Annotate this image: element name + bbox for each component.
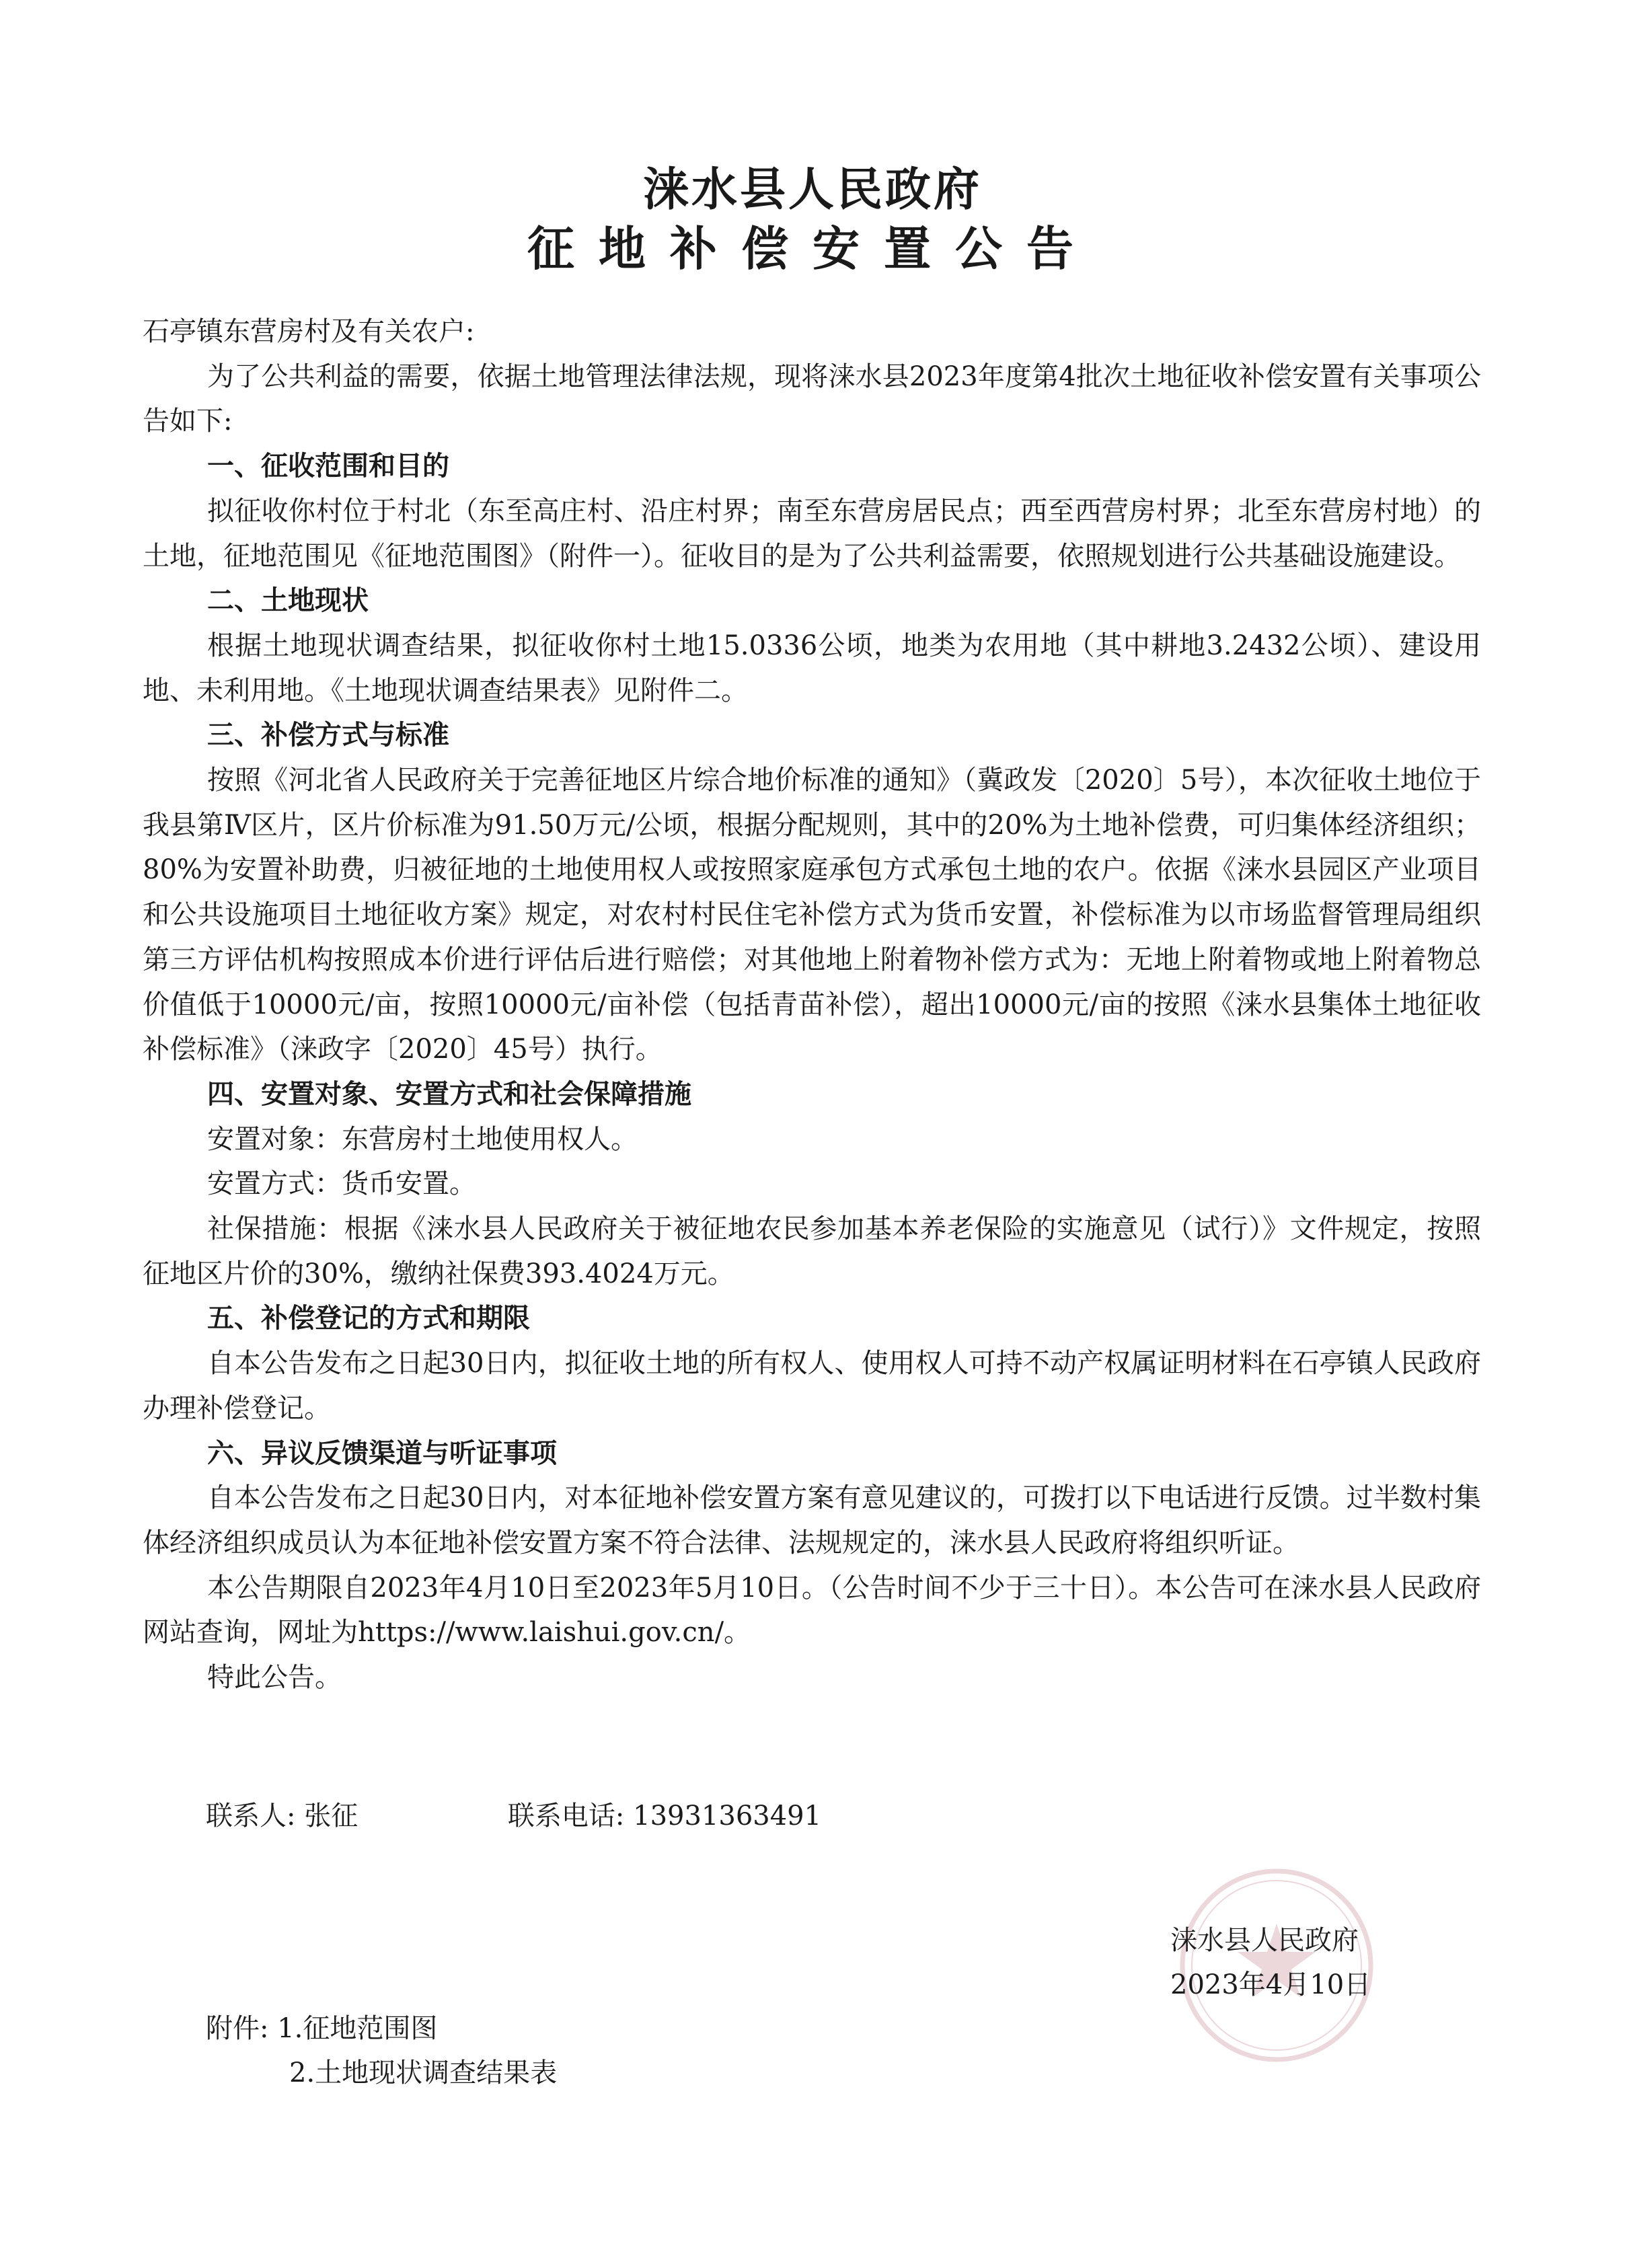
signoff-date: 2023年4月10日: [1170, 1969, 1371, 2000]
notice-body: [143, 309, 1481, 1700]
section-6-text: 自本公告发布之日起30日内，对本征地补偿安置方案有意见建议的，可拨打以下电话进行反馈。过半数村集体经济组织成员认为本征地补偿安置方案不符合法律、法规规定的，涞水县人民政府将组织听证。: [143, 1482, 1481, 1558]
section-3-text: 按照《河北省人民政府关于完善征地区片综合地价标准的通知》（冀政发〔2020〕5号），本次征收土地位于我县第Ⅳ区片，区片价标准为91.50万元/公顷，根据分配规则，其中的20%为土地补偿费，可归集体经济组织；80%为安置补助费，归被征地的土地使用权人或按照家庭承包方式承包土地的农户。依据《涞水县园区产业项目和公共设施项目土地征收方案》规定，对农村村民住宅补偿方式为货币安置，补偿标准为以市场监督管理局组织第三方评估机构按照成本价进行评估后进行赔偿；对其他地上附着物补偿方式为：无地上附着物或地上附着物总价值低于10000元/亩，按照10000元/亩补偿（包括青苗补偿），超出10000元/亩的按照《涞水县集体土地征收补偿标准》（涞政字〔2020〕45号）执行。: [143, 765, 1481, 1065]
section-3-heading: 三、补偿方式与标准: [207, 720, 449, 751]
notice-period: 本公告期限自2023年4月10日至2023年5月10日。（公告时间不少于三十日）。本公告可在涞水县人民政府网站查询，网址为https://www.laishui.gov.cn/。: [143, 1572, 1481, 1649]
attachment-item-1: 1.征地范围图: [277, 2013, 438, 2044]
contact-phone-label: 联系电话:: [507, 1801, 625, 1831]
attachments-list: [206, 2006, 557, 2095]
section-4-heading: 四、安置对象、安置方式和社会保障措施: [207, 1078, 691, 1110]
salutation: 石亭镇东营房村及有关农户:: [143, 316, 475, 347]
section-2-text: 根据土地现状调查结果，拟征收你村土地15.0336公顷，地类为农用地（其中耕地3.2432公顷）、建设用地、未利用地。《土地现状调查结果表》见附件二。: [143, 630, 1481, 706]
section-5-text: 自本公告发布之日起30日内，拟征收土地的所有权人、使用权人可持不动产权属证明材料在石亭镇人民政府办理补偿登记。: [143, 1348, 1481, 1424]
closing-line: 特此公告。: [207, 1662, 342, 1694]
section-2-heading: 二、土地现状: [207, 585, 369, 617]
section-4-resettle-method: 安置方式：货币安置。: [207, 1168, 476, 1200]
section-5-heading: 五、补偿登记的方式和期限: [207, 1303, 530, 1334]
attachments-label: 附件:: [206, 2013, 269, 2044]
intro-paragraph: 为了公共利益的需要，依据土地管理法律法规，现将涞水县2023年度第4批次土地征收补偿安置有关事项公告如下:: [143, 361, 1481, 437]
section-4-social-security: 社保措施：根据《涞水县人民政府关于被征地农民参加基本养老保险的实施意见（试行）》文件规定，按照征地区片价的30%，缴纳社保费393.4024万元。: [143, 1213, 1481, 1289]
contact-phone: 13931363491: [633, 1801, 822, 1831]
contact-person: 张征: [304, 1801, 358, 1831]
section-1-text: 拟征收你村位于村北（东至高庄村、沿庄村界；南至东营房居民点；西至西营房村界；北至东营房村地）的土地，征地范围见《征地范围图》（附件一）。征收目的是为了公共利益需要，依照规划进行公共基础设施建设。: [143, 495, 1481, 572]
issuer-title: 涞水县人民政府: [642, 163, 982, 217]
section-4-resettle-target: 安置对象：东营房村土地使用权人。: [207, 1123, 638, 1155]
notice-title: 征地补偿安置公告: [527, 221, 1098, 276]
contact-person-label: 联系人:: [206, 1801, 296, 1831]
signoff-org: 涞水县人民政府: [1170, 1925, 1359, 1956]
section-6-heading: 六、异议反馈渠道与听证事项: [207, 1437, 557, 1469]
attachment-item-2: 2.土地现状调查结果表: [289, 2057, 558, 2088]
signoff-block: [1170, 1918, 1371, 2007]
contact-info: [206, 1794, 821, 1833]
section-1-heading: 一、征收范围和目的: [207, 451, 449, 482]
